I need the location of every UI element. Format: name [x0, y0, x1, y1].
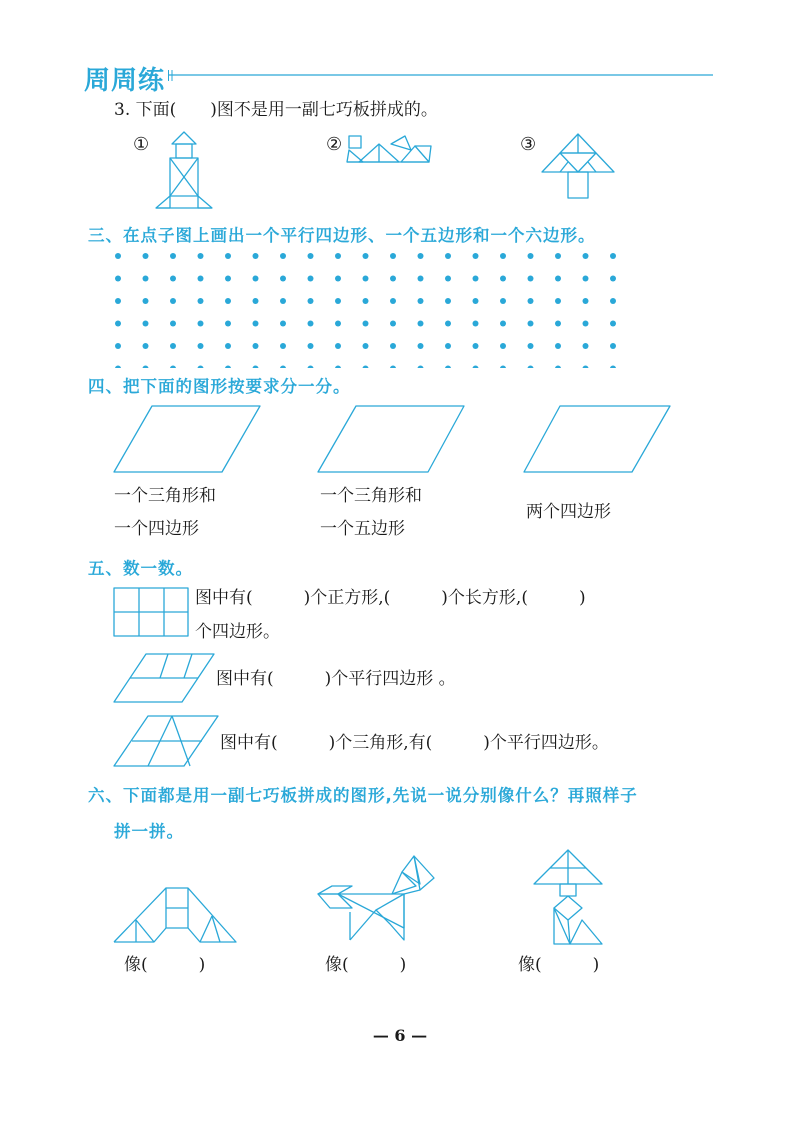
section-4-title: 四、把下面的图形按要求分一分。: [88, 377, 351, 396]
grid-dot[interactable]: [308, 253, 314, 259]
option-2-label: ②: [326, 134, 343, 155]
grid-dot[interactable]: [445, 276, 451, 282]
grid-dot[interactable]: [583, 253, 589, 259]
grid-dot[interactable]: [500, 253, 506, 259]
grid-dot[interactable]: [253, 343, 259, 349]
grid-dot[interactable]: [253, 276, 259, 282]
grid-dot[interactable]: [583, 321, 589, 327]
grid-dot[interactable]: [610, 366, 616, 369]
parallelogram-2: [318, 406, 464, 472]
grid-dot[interactable]: [225, 343, 231, 349]
grid-dot[interactable]: [418, 366, 424, 369]
caption-1-line-2: 一个四边形: [114, 519, 199, 539]
grid-dot[interactable]: [445, 321, 451, 327]
figure-c-answer-label[interactable]: 像( ): [518, 955, 600, 975]
grid-dot[interactable]: [308, 276, 314, 282]
grid-dot[interactable]: [115, 343, 121, 349]
grid-dot[interactable]: [143, 253, 149, 259]
question-3-text: 3. 下面( )图不是用一副七巧板拼成的。: [114, 100, 438, 120]
parallelogram-3: [524, 406, 670, 472]
parallelogram-1: [114, 406, 260, 472]
grid-dot[interactable]: [363, 298, 369, 304]
triangle-parallelogram-figure: [112, 714, 224, 770]
grid-dot[interactable]: [445, 253, 451, 259]
grid-dot[interactable]: [335, 366, 341, 369]
grid-dot[interactable]: [363, 321, 369, 327]
grid-dot[interactable]: [528, 366, 534, 369]
grid-dot[interactable]: [253, 366, 259, 369]
grid-dot[interactable]: [528, 253, 534, 259]
grid-dot[interactable]: [225, 366, 231, 369]
grid-dot[interactable]: [280, 276, 286, 282]
grid-dot[interactable]: [280, 298, 286, 304]
grid-dot[interactable]: [445, 298, 451, 304]
grid-dot[interactable]: [583, 276, 589, 282]
grid-dot[interactable]: [198, 366, 204, 369]
grid-dot[interactable]: [473, 343, 479, 349]
grid-dot[interactable]: [555, 298, 561, 304]
figure-a-answer-label[interactable]: 像( ): [124, 955, 206, 975]
page-number: — 6 —: [372, 1026, 428, 1045]
tangram-figure-animal: [316, 852, 446, 944]
grid-dot[interactable]: [225, 321, 231, 327]
grid-dot[interactable]: [418, 298, 424, 304]
grid-dot[interactable]: [555, 276, 561, 282]
grid-dot[interactable]: [528, 276, 534, 282]
grid-dot[interactable]: [170, 253, 176, 259]
grid-dot[interactable]: [473, 298, 479, 304]
grid-dot[interactable]: [363, 343, 369, 349]
grid-dot[interactable]: [555, 343, 561, 349]
grid-dot[interactable]: [308, 321, 314, 327]
grid-dot[interactable]: [610, 253, 616, 259]
grid-dot[interactable]: [390, 298, 396, 304]
option-1-label: ①: [133, 134, 150, 155]
grid-dot[interactable]: [555, 366, 561, 369]
grid-dot[interactable]: [583, 343, 589, 349]
grid-dot[interactable]: [280, 253, 286, 259]
count-item-2: 图中有( )个平行四边形 。: [216, 669, 456, 689]
grid-dot[interactable]: [500, 366, 506, 369]
grid-dot[interactable]: [198, 276, 204, 282]
grid-dot[interactable]: [610, 343, 616, 349]
count-item-1-line-1: 图中有( )个正方形,( )个长方形,( ): [195, 588, 586, 608]
grid-dot[interactable]: [473, 366, 479, 369]
grid-dot[interactable]: [390, 276, 396, 282]
parallelogram-grid-figure: [112, 652, 222, 706]
grid-dot[interactable]: [583, 298, 589, 304]
grid-dot[interactable]: [280, 343, 286, 349]
header-rule: [168, 68, 713, 82]
dot-grid[interactable]: [100, 246, 630, 368]
grid-dot[interactable]: [473, 276, 479, 282]
count-item-1-line-2: 个四边形。: [195, 622, 280, 642]
grid-dot[interactable]: [335, 276, 341, 282]
grid-dot[interactable]: [390, 366, 396, 369]
tangram-figure-arch: [112, 884, 242, 946]
grid-dot[interactable]: [143, 343, 149, 349]
grid-dot[interactable]: [363, 276, 369, 282]
grid-dot[interactable]: [335, 298, 341, 304]
grid-dot[interactable]: [528, 321, 534, 327]
grid-dot[interactable]: [390, 253, 396, 259]
grid-dot[interactable]: [143, 276, 149, 282]
grid-dot[interactable]: [363, 366, 369, 369]
grid-dot[interactable]: [418, 321, 424, 327]
grid-dot[interactable]: [610, 276, 616, 282]
section-3-title: 三、在点子图上画出一个平行四边形、一个五边形和一个六边形。: [88, 226, 596, 245]
grid-dot[interactable]: [335, 343, 341, 349]
count-item-3: 图中有( )个三角形,有( )个平行四边形。: [220, 733, 609, 753]
grid-dot[interactable]: [555, 321, 561, 327]
grid-dot[interactable]: [528, 298, 534, 304]
parallelograms-row: [110, 402, 710, 476]
grid-dot[interactable]: [418, 276, 424, 282]
grid-dot[interactable]: [473, 253, 479, 259]
grid-dot[interactable]: [308, 298, 314, 304]
grid-dot[interactable]: [500, 321, 506, 327]
grid-dot[interactable]: [280, 366, 286, 369]
grid-dot[interactable]: [198, 321, 204, 327]
figure-b-answer-label[interactable]: 像( ): [325, 955, 407, 975]
section-5-title: 五、数一数。: [88, 559, 193, 578]
grid-dot[interactable]: [418, 343, 424, 349]
grid-dot[interactable]: [198, 343, 204, 349]
caption-3: 两个四边形: [526, 502, 611, 522]
grid-dot[interactable]: [500, 298, 506, 304]
grid-dot[interactable]: [170, 321, 176, 327]
grid-dot[interactable]: [555, 253, 561, 259]
grid-dot[interactable]: [500, 343, 506, 349]
grid-dot[interactable]: [500, 276, 506, 282]
grid-dot[interactable]: [115, 321, 121, 327]
grid-dot[interactable]: [143, 321, 149, 327]
grid-dot[interactable]: [143, 298, 149, 304]
worksheet-brand: 周周练: [84, 66, 166, 96]
grid-dot[interactable]: [115, 298, 121, 304]
grid-dot[interactable]: [225, 298, 231, 304]
grid-dot[interactable]: [143, 366, 149, 369]
section-6-title-line-1: 六、下面都是用一副七巧板拼成的图形,先说一说分别像什么？再照样子: [88, 786, 638, 805]
caption-2-line-2: 一个五边形: [320, 519, 405, 539]
caption-1-line-1: 一个三角形和: [114, 486, 216, 506]
tangram-figure-sitting: [530, 846, 610, 946]
grid-dot[interactable]: [170, 366, 176, 369]
grid-dot[interactable]: [610, 298, 616, 304]
grid-rectangle-figure: [112, 586, 192, 640]
grid-dot[interactable]: [610, 321, 616, 327]
section-6-title-line-2: 拼一拼。: [114, 822, 184, 841]
grid-dot[interactable]: [473, 321, 479, 327]
grid-dot[interactable]: [335, 253, 341, 259]
option-3-tangram-figure: [538, 128, 618, 202]
grid-dot[interactable]: [115, 276, 121, 282]
grid-dot[interactable]: [170, 343, 176, 349]
grid-dot[interactable]: [390, 343, 396, 349]
grid-dot[interactable]: [308, 366, 314, 369]
option-3-label: ③: [520, 134, 537, 155]
option-2-tangram-figure: [345, 132, 435, 166]
option-1-tangram-figure: [150, 128, 220, 210]
caption-2-line-1: 一个三角形和: [320, 486, 422, 506]
grid-dot[interactable]: [583, 366, 589, 369]
grid-dot[interactable]: [528, 343, 534, 349]
grid-dot[interactable]: [170, 276, 176, 282]
grid-dot[interactable]: [198, 298, 204, 304]
grid-dot[interactable]: [445, 366, 451, 369]
grid-dot[interactable]: [308, 343, 314, 349]
grid-dot[interactable]: [198, 253, 204, 259]
grid-dot[interactable]: [363, 253, 369, 259]
grid-dot[interactable]: [115, 253, 121, 259]
grid-dot[interactable]: [253, 253, 259, 259]
grid-dot[interactable]: [170, 298, 176, 304]
grid-dot[interactable]: [253, 298, 259, 304]
grid-dot[interactable]: [225, 253, 231, 259]
grid-dot[interactable]: [335, 321, 341, 327]
grid-dot[interactable]: [225, 276, 231, 282]
grid-dot[interactable]: [253, 321, 259, 327]
grid-dot[interactable]: [280, 321, 286, 327]
grid-dot[interactable]: [445, 343, 451, 349]
grid-dot[interactable]: [115, 366, 121, 369]
grid-dot[interactable]: [390, 321, 396, 327]
grid-dot[interactable]: [418, 253, 424, 259]
